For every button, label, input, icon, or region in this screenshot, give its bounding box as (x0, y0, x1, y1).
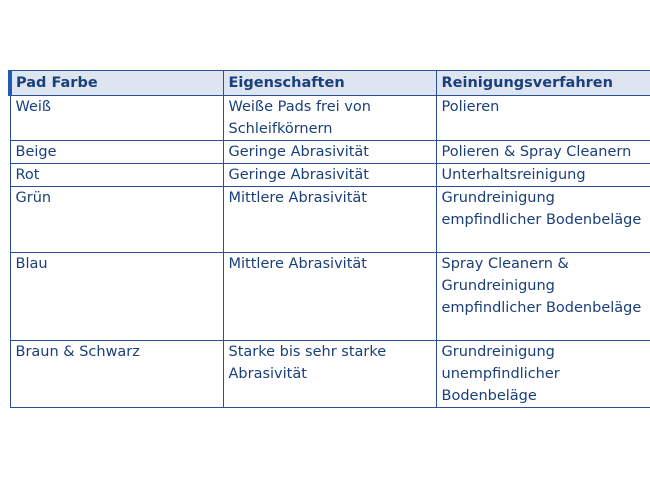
cell-eigenschaften: Geringe Abrasivität (223, 141, 436, 164)
table-row (10, 96, 650, 141)
cell-pad-farbe: Beige (10, 141, 223, 164)
header-pad-farbe: Pad Farbe (10, 71, 223, 96)
header-eigenschaften: Eigenschaften (223, 71, 436, 96)
cell-reinigungsverfahren: Grundreinigung unempfindlicher Bodenbeläge (436, 341, 650, 408)
cell-reinigungsverfahren: Polieren (436, 96, 650, 141)
cell-eigenschaften: Geringe Abrasivität (223, 164, 436, 187)
cell-eigenschaften: Mittlere Abrasivität (223, 187, 436, 253)
cell-pad-farbe: Blau (10, 253, 223, 341)
cell-pad-farbe: Rot (10, 164, 223, 187)
cell-eigenschaften: Mittlere Abrasivität (223, 253, 436, 341)
cell-pad-farbe: Weiß (10, 96, 223, 141)
cell-eigenschaften: Weiße Pads frei von Schleifkörnern (223, 96, 436, 141)
cell-pad-farbe: Braun & Schwarz (10, 341, 223, 408)
table-row (10, 187, 650, 253)
table-row (10, 253, 650, 341)
table-row (10, 341, 650, 408)
cell-pad-farbe: Grün (10, 187, 223, 253)
table-row (10, 164, 650, 187)
cell-eigenschaften: Starke bis sehr starke Abrasivität (223, 341, 436, 408)
cell-reinigungsverfahren: Grundreinigung empfindlicher Bodenbeläge (436, 187, 650, 253)
cell-reinigungsverfahren: Spray Cleanern & Grundreinigung empfindlicher Bodenbeläge (436, 253, 650, 341)
header-reinigungsverfahren: Reinigungsverfahren (436, 71, 650, 96)
table-row (10, 141, 650, 164)
pad-table (8, 70, 650, 408)
table-header-row (10, 71, 650, 96)
cell-reinigungsverfahren: Unterhaltsreinigung (436, 164, 650, 187)
cell-reinigungsverfahren: Polieren & Spray Cleanern (436, 141, 650, 164)
